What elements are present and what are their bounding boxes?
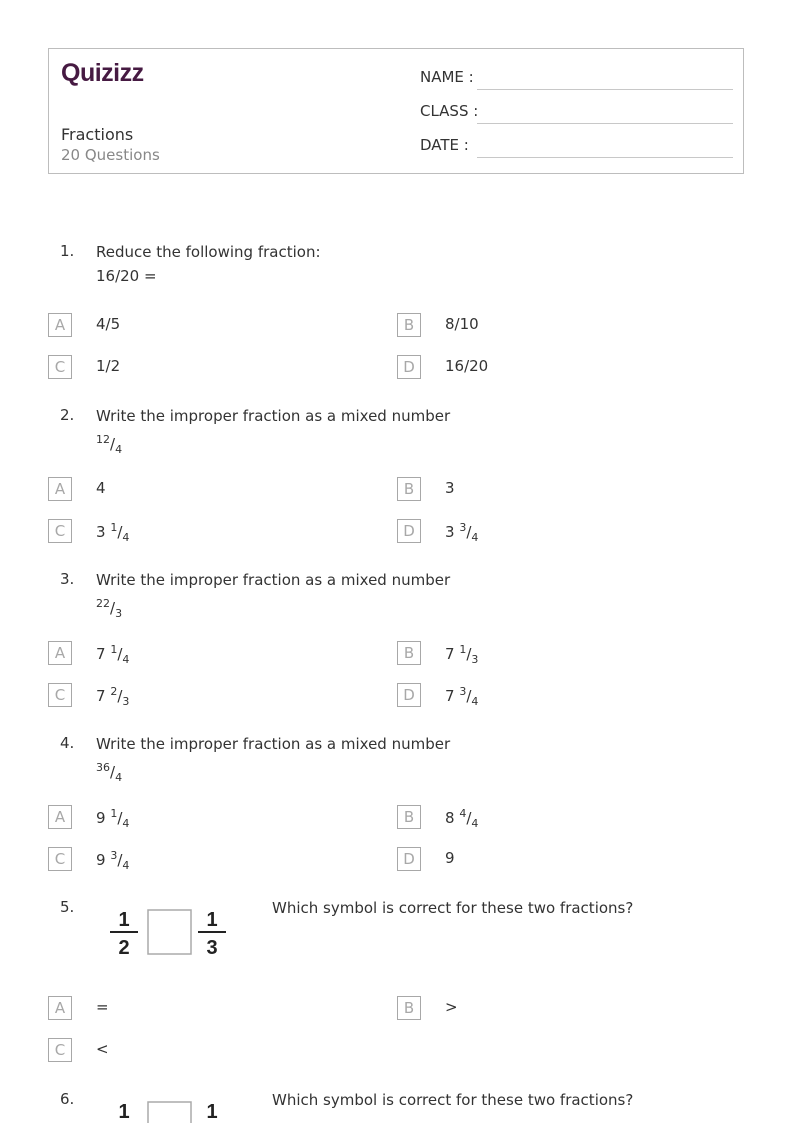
date-label: DATE : [420,136,469,154]
option-d-text: 16/20 [445,357,489,375]
question-number: 5. [60,898,75,916]
option-a-text: 9 $^1/_4$ [96,807,130,830]
option-c-text: 9 $^3/_4$ [96,849,130,872]
worksheet-title: Fractions [61,125,134,144]
option-box-a[interactable]: A [48,641,72,665]
question-prompt: Write the improper fraction as a mixed number [96,407,451,425]
question-prompt: Write the improper fraction as a mixed number [96,571,451,589]
question-prompt: Reduce the following fraction: [96,243,321,261]
option-c-text: 7 $^2/_3$ [96,685,130,708]
option-d-text: 7 $^3/_4$ [445,685,479,708]
question-text [96,568,450,626]
question-number: 4. [60,734,75,752]
option-box-b[interactable]: B [397,996,421,1020]
fraction-comparison-image [96,1090,256,1123]
option-b-text: > [445,998,458,1016]
option-box-a[interactable]: A [48,477,72,501]
option-a-text: 4/5 [96,315,121,333]
name-label: NAME : [420,68,474,86]
option-box-c[interactable]: C [48,355,72,379]
question-number: 6. [60,1090,75,1108]
option-d-text: 9 [445,849,455,867]
question-prompt: Write the improper fraction as a mixed number [96,735,451,753]
option-a-text: 4 [96,479,106,497]
left-numerator: 1 [118,1101,130,1123]
option-box-c[interactable]: C [48,683,72,707]
question-prompt: Which symbol is correct for these two fractions? [272,1091,634,1109]
question-text [96,404,450,462]
question-text [96,240,321,288]
name-line[interactable] [477,89,733,90]
option-box-a[interactable]: A [48,313,72,337]
option-box-a[interactable]: A [48,805,72,829]
option-d-text: 3 $^3/_4$ [445,521,479,544]
option-b-text: 3 [445,479,455,497]
improper-fraction: $^{36}/_4$ [96,761,123,784]
option-box-b[interactable]: B [397,805,421,829]
fraction-comparison-image [96,898,256,962]
left-numerator: 1 [118,909,130,931]
option-box-a[interactable]: A [48,996,72,1020]
option-box-b[interactable]: B [397,477,421,501]
question-text [96,732,450,790]
option-b-text: 7 $^1/_3$ [445,643,479,666]
option-box-b[interactable]: B [397,641,421,665]
improper-fraction: $^{22}/_3$ [96,597,123,620]
question-number: 1. [60,242,75,260]
option-box-c[interactable]: C [48,847,72,871]
class-line[interactable] [477,123,733,124]
option-box-c[interactable]: C [48,1038,72,1062]
question-count: 20 Questions [61,146,160,164]
left-denominator: 2 [118,937,130,959]
option-box-b[interactable]: B [397,313,421,337]
worksheet-header [48,48,744,174]
date-line[interactable] [477,157,733,158]
right-denominator: 3 [206,937,218,959]
question-fraction: 16/20 = [96,267,157,285]
right-numerator: 1 [206,1101,218,1123]
option-box-d[interactable]: D [397,355,421,379]
question-prompt: Which symbol is correct for these two fractions? [272,899,634,917]
option-box-d[interactable]: D [397,683,421,707]
question-number: 2. [60,406,75,424]
quizizz-logo: Quizizz [61,59,144,87]
option-c-text: 3 $^1/_4$ [96,521,130,544]
option-a-text: 7 $^1/_4$ [96,643,130,666]
symbol-blank-box [148,1102,191,1123]
symbol-blank-box [148,910,191,954]
right-numerator: 1 [206,909,218,931]
option-c-text: 1/2 [96,357,121,375]
option-box-d[interactable]: D [397,519,421,543]
question-number: 3. [60,570,75,588]
improper-fraction: $^{12}/_4$ [96,433,123,456]
option-box-c[interactable]: C [48,519,72,543]
option-b-text: 8/10 [445,315,479,333]
class-label: CLASS : [420,102,479,120]
option-box-d[interactable]: D [397,847,421,871]
option-c-text: < [96,1040,109,1058]
option-a-text: = [96,998,109,1016]
option-b-text: 8 $^4/_4$ [445,807,479,830]
